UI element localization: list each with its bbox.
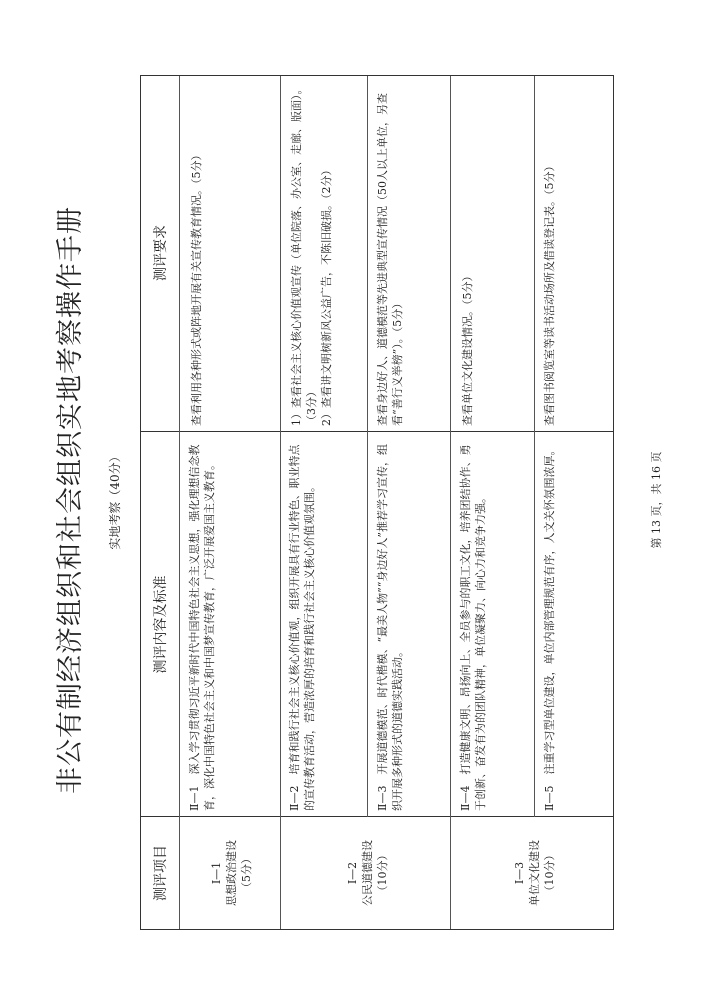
section-subtitle: 实地考察（40分） [108, 450, 122, 550]
group-name: 思想政治建设 [225, 840, 238, 906]
header-content: 测评内容及标准 [153, 575, 169, 674]
group-name: 公民道德建设 [361, 840, 374, 906]
document-title: 非公有制经济组织和社会组织实地考察操作手册 [55, 206, 86, 794]
row-divider [534, 76, 535, 817]
group-divider [280, 817, 281, 929]
header-item: 测评项目 [153, 845, 169, 901]
column-divider [141, 431, 613, 432]
requirement-cell: 查看身边好人、道德模范等先进典型宣传情况（50人以上单位，另查看“善行义举榜”）。（5分） [376, 93, 404, 426]
content-cell: Ⅱ—1 深入学习贯彻习近平新时代中国特色社会主义思想，强化理想信念教育，深化中国特色社会主义和中国梦宣传教育，广泛开展爱国主义教育。 [188, 444, 216, 811]
page-number: 第 13 页，共 16 页 [650, 451, 663, 549]
content-cell: Ⅱ—5 注重学习型单位建设，单位内部管理规范有序，人文关怀氛围浓厚。 [543, 444, 556, 811]
group-code: Ⅰ—3 [513, 861, 526, 885]
group-score: （5分） [240, 853, 253, 893]
column-divider [141, 816, 613, 817]
requirement-cell [289, 80, 334, 426]
group-code: Ⅰ—2 [346, 861, 359, 885]
requirement-item: 1）查看社会主义核心价值观宣传（单位院落、办公室、走廊、版面）。（3分） [290, 83, 318, 426]
group-cell [345, 821, 390, 925]
row-divider [450, 76, 451, 817]
row-divider [367, 76, 368, 817]
header-divider [179, 76, 180, 929]
row-divider [280, 76, 281, 817]
requirement-cell: 查看图书阅览室等读书活动场所及借读登记表。（5分） [543, 160, 556, 426]
group-name: 单位文化建设 [528, 840, 541, 906]
requirement-cell: 查看单位文化建设情况。（5分） [461, 270, 474, 426]
group-score: （10分） [543, 849, 556, 897]
group-score: （10分） [376, 849, 389, 897]
group-cell [512, 821, 557, 925]
evaluation-table [140, 75, 614, 930]
header-requirement: 测评要求 [153, 225, 169, 281]
content-cell: Ⅱ—3 开展道德模范、时代楷模、“最美人物”“身边好人”推荐学习宣传，组织开展多种形式的道德实践活动。 [376, 444, 404, 811]
content-cell: Ⅱ—4 打造健康文明、昂扬向上、全员参与的职工文化，培养团结协作、勇于创新、奋发有为的团队精神，单位凝聚力、向心力和竞争力强。 [459, 444, 487, 811]
group-divider [450, 817, 451, 929]
requirement-cell: 查看利用各种形式或阵地开展有关宣传教育情况。（5分） [190, 149, 203, 426]
group-cell [209, 821, 254, 925]
group-code: Ⅰ—1 [210, 861, 223, 885]
requirement-item: 2）查看讲文明树新风公益广告，不陈旧破损。（2分） [320, 164, 333, 426]
content-cell: Ⅱ—2 培育和践行社会主义核心价值观，组织开展具有行业特色、职业特点的宣传教育活动，营造浓厚的培育和践行社会主义核心价值观氛围。 [288, 444, 316, 811]
